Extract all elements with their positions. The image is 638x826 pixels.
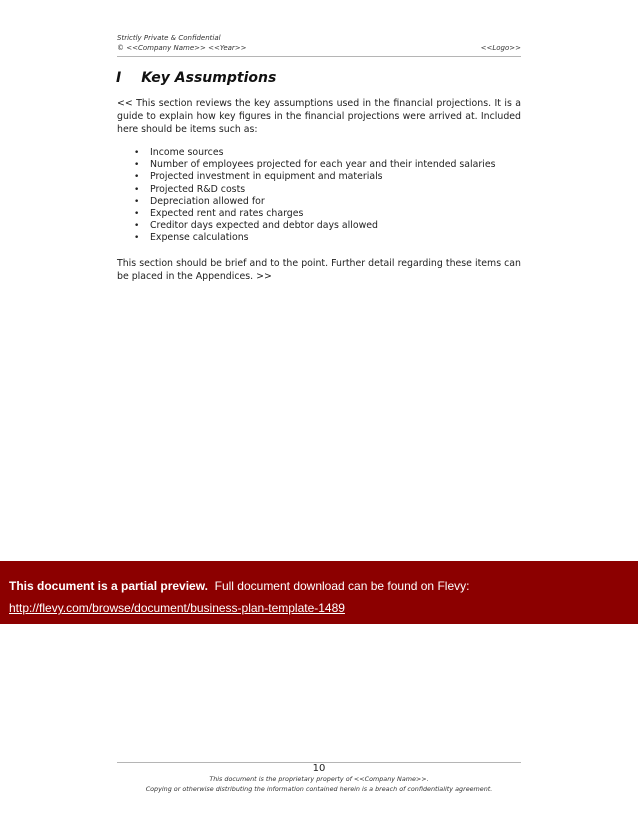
banner-message [9,579,469,593]
logo-placeholder: <<Logo>> [480,44,521,52]
copyright-label: © <<Company Name>> <<Year>> [117,44,247,52]
bullet-icon: • [134,209,140,220]
list-item: • Projected investment in equipment and materials [117,171,521,183]
download-link[interactable]: http://flevy.com/browse/document/business-plan-template-1489 [9,601,345,615]
confidential-label: Strictly Private & Confidential [117,34,221,42]
intro-paragraph: << This section reviews the key assumptions used in the financial projections. It is a guide to explain how key figures in the financial projections were arrived at. Included here should be items such as: [117,98,521,135]
list-item: • Creditor days expected and debtor days allowed [117,220,521,232]
footer-copy-notice: Copying or otherwise distributing the information contained herein is a breach of confidentiality agreement. [145,785,493,793]
list-item: • Expense calculations [117,232,521,244]
header-divider [117,56,521,57]
header-row [117,43,521,53]
footer-proprietary-notice: This document is the proprietary property of <<Company Name>>. [209,775,429,783]
list-item: • Number of employees projected for each year and their intended salaries [117,159,521,171]
list-item: • Projected R&D costs [117,184,521,196]
banner-bold-text: This document is a partial preview. [9,579,208,593]
bullet-icon: • [134,148,140,158]
closing-paragraph: This section should be brief and to the point. Further detail regarding these items can be placed in the Appendices. >> [117,258,521,282]
section-number: I [116,70,122,86]
section-title: Key Assumptions [141,70,277,86]
list-item: • Income sources [117,147,521,159]
bullet-icon: • [134,184,140,195]
list-item: • Depreciation allowed for [117,196,521,208]
preview-banner [0,561,638,624]
section-heading [116,70,276,86]
list-item: • Expected rent and rates charges [117,208,521,220]
bullet-icon: • [134,172,140,183]
banner-text: Full document download can be found on Flevy: [207,579,470,593]
page-number: 10 [312,763,326,774]
bullet-icon: • [134,196,140,207]
bullet-icon: • [134,221,140,232]
bullet-icon: • [134,160,140,171]
bullet-icon: • [134,233,140,244]
assumptions-list [117,147,521,245]
page-header [117,33,521,57]
